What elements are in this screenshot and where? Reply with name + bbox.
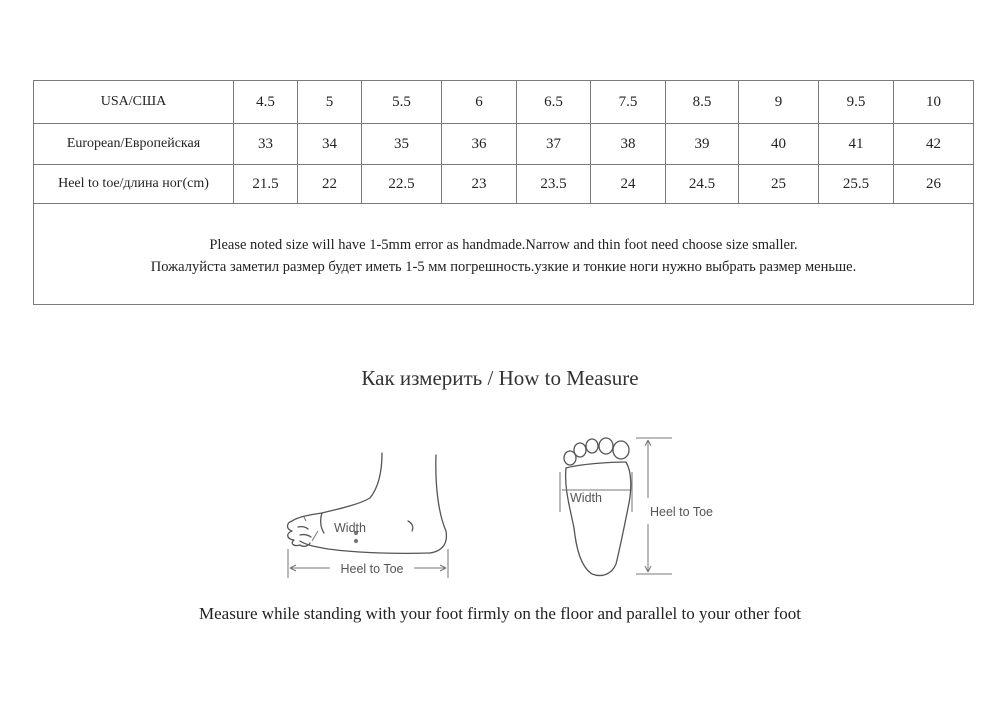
how-to-measure-title: Как измерить / How to Measure: [361, 366, 639, 390]
table-cell: 9.5: [819, 81, 894, 124]
table-row-usa: [34, 81, 974, 124]
table-cell: 34: [298, 124, 362, 165]
table-cell: 39: [666, 124, 739, 165]
side-width-label: Width: [334, 521, 366, 535]
table-cell: 7.5: [591, 81, 666, 124]
row-header-heel-to-toe: Heel to toe/длина ног(cm): [34, 165, 234, 204]
size-note-russian: Пожалуйста заметил размер будет иметь 1-5 мм погрешность.узкие и тонкие ноги нужно выбрать размер меньше.: [150, 259, 857, 275]
table-row-european: [34, 124, 974, 165]
table-cell: 26: [894, 165, 974, 204]
table-cell: 38: [591, 124, 666, 165]
size-note: [34, 204, 974, 305]
table-cell: 22.5: [362, 165, 442, 204]
table-row-heel-to-toe: [34, 165, 974, 204]
table-cell: 23.5: [517, 165, 591, 204]
table-cell: 10: [894, 81, 974, 124]
table-cell: 5.5: [362, 81, 442, 124]
foot-top-view-illustration: [540, 428, 740, 586]
table-row-note: [34, 204, 974, 305]
table-cell: 6: [442, 81, 517, 124]
top-heel-to-toe-label: Heel to Toe: [650, 505, 714, 519]
row-header-usa: USA/США: [34, 81, 234, 124]
table-cell: 36: [442, 124, 517, 165]
table-cell: 5: [298, 81, 362, 124]
foot-side-view-illustration: [278, 443, 458, 583]
table-cell: 24: [591, 165, 666, 204]
row-header-european: European/Европейская: [34, 124, 234, 165]
size-note-english: Please noted size will have 1-5mm error as handmade.Narrow and thin foot need choose size smaller.: [209, 237, 798, 253]
table-cell: 35: [362, 124, 442, 165]
table-cell: 24.5: [666, 165, 739, 204]
table-cell: 22: [298, 165, 362, 204]
table-cell: 25.5: [819, 165, 894, 204]
table-cell: 21.5: [234, 165, 298, 204]
table-cell: 40: [739, 124, 819, 165]
table-cell: 9: [739, 81, 819, 124]
table-cell: 4.5: [234, 81, 298, 124]
table-cell: 41: [819, 124, 894, 165]
table-cell: 25: [739, 165, 819, 204]
table-cell: 33: [234, 124, 298, 165]
table-cell: 8.5: [666, 81, 739, 124]
side-heel-to-toe-label: Heel to Toe: [340, 562, 404, 576]
table-cell: 42: [894, 124, 974, 165]
table-cell: 6.5: [517, 81, 591, 124]
size-chart-table: [33, 80, 974, 305]
top-width-label: Width: [570, 491, 602, 505]
table-cell: 23: [442, 165, 517, 204]
table-cell: 37: [517, 124, 591, 165]
measure-caption: Measure while standing with your foot firmly on the floor and parallel to your other foot: [199, 604, 801, 623]
